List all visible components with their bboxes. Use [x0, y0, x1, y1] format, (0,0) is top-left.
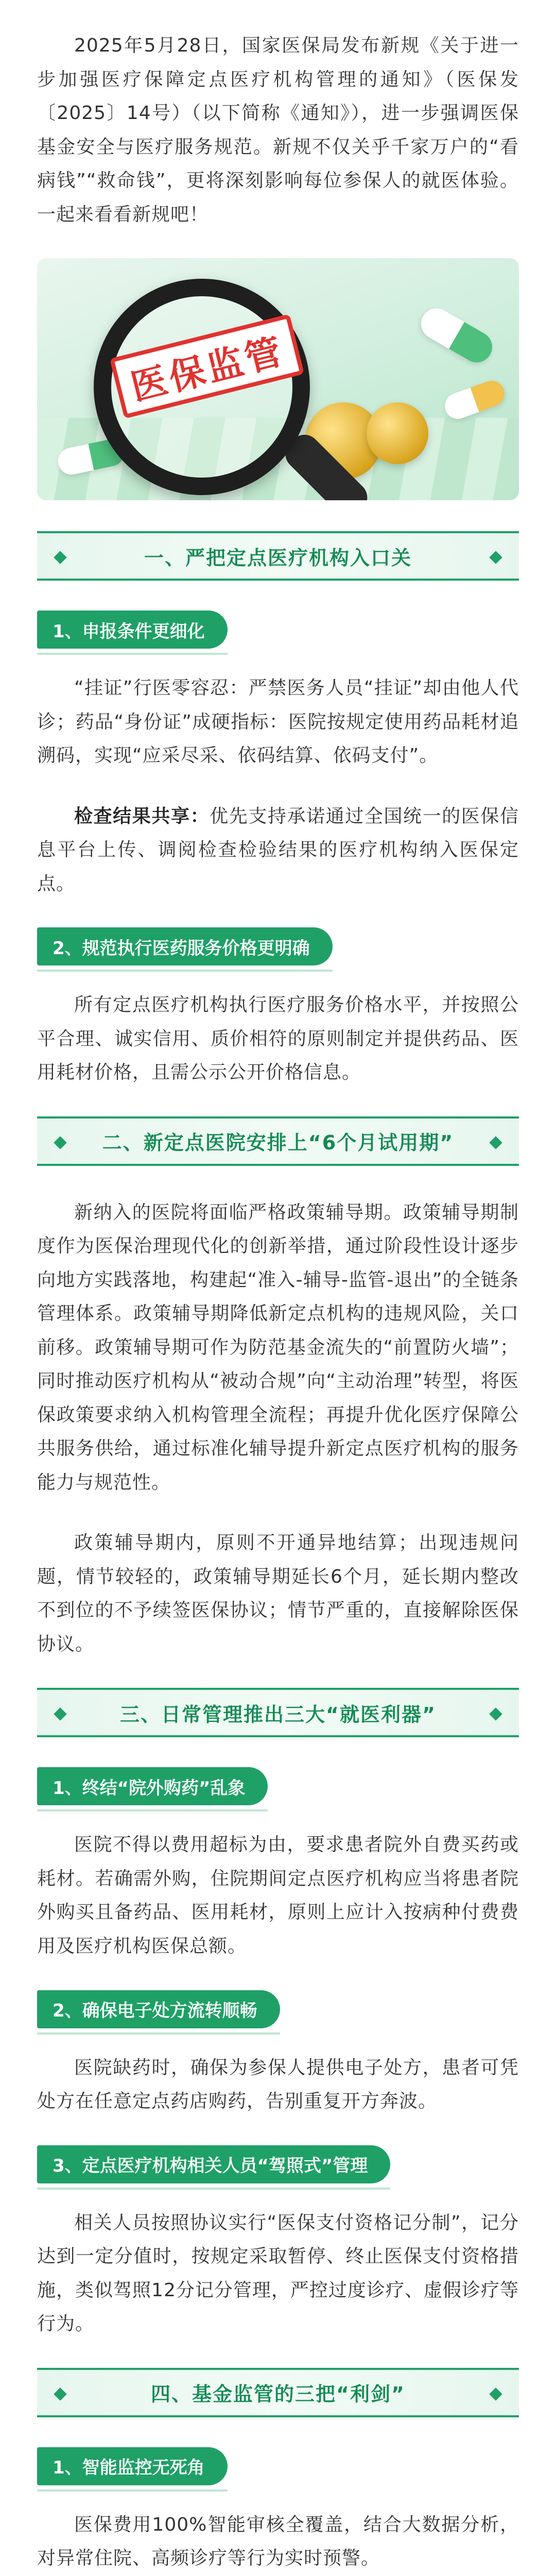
section-title-2: 二、新定点医院安排上“6个月试用期” — [37, 1116, 519, 1166]
paragraph: 新纳入的医院将面临严格政策辅导期。政策辅导期制度作为医保治理现代化的创新举措，通过阶段性设计逐步向地方实践落地，构建起“准入-辅导-监管-退出”的全链条管理体系。政策辅导期降低新定点机构的违规风险，关口前移。政策辅导期可作为防范基金流失的“前置防火墙”；同时推动医疗机构从“被动合规”向“主动治理”转型，将医保政策要求纳入机构管理全流程；再提升优化医疗保障公共服务供给，通过标准化辅导提升新定点医疗机构的服务能力与规范性。 — [37, 1201, 519, 1493]
diamond-icon — [54, 1136, 66, 1149]
subsection-title: 2、确保电子处方流转顺畅 — [37, 1990, 280, 2028]
hero-banner-image — [37, 258, 519, 500]
paragraph: 相关人员按照协议实行“医保支付资格记分制”，记分达到一定分值时，按规定采取暂停、终止医保支付资格措施，类似驾照12分记分管理，严控过度诊疗、虚假诊疗等行为。 — [37, 2212, 519, 2335]
paragraph: 医保费用100%智能审核全覆盖，结合大数据分析，对异常住院、高频诊疗等行为实时预警。 — [37, 2514, 519, 2569]
subsection-title: 1、智能监控无死角 — [37, 2447, 228, 2485]
paragraph: 检查结果共享：优先支持承诺通过全国统一的医保信息平台上传、调阅检查检验结果的医疗机构纳入医保定点。 — [37, 805, 519, 894]
paragraph: 所有定点医疗机构执行医疗服务价格水平，并按照公平合理、诚实信用、质价相符的原则制定并提供药品、医用耗材价格，且需公示公开价格信息。 — [37, 994, 519, 1083]
section-title-4: 四、基金监管的三把“利剑” — [37, 2368, 519, 2417]
paragraph: 政策辅导期内，原则不开通异地结算；出现违规问题，情节较轻的，政策辅导期延长6个月，延长期内整改不到位的不予续签医保协议；情节严重的，直接解除医保协议。 — [37, 1532, 519, 1655]
subsection-title: 1、终结“院外购药”乱象 — [37, 1767, 268, 1805]
diamond-icon — [54, 551, 66, 564]
diamond-icon — [489, 2387, 502, 2400]
lead-text: 检查结果共享： — [74, 805, 210, 827]
coin-graphic — [367, 402, 428, 464]
intro-paragraph: 2025年5月28日，国家医保局发布新规《关于进一步加强医疗保障定点医疗机构管理的通知》（医保发〔2025〕14号）（以下简称《通知》），进一步强调医保基金安全与医疗服务规范。新规不仅关乎千家万户的“看病钱”“救命钱”，更将深刻影响每位参保人的就医体验。一起来看看新规吧！ — [37, 35, 519, 225]
pill-graphic — [415, 303, 498, 368]
section-title-3: 三、日常管理推出三大“就医利器” — [37, 1688, 519, 1737]
paragraph: “挂证”行医零容忍：严禁医务人员“挂证”却由他人代诊；药品“身份证”成硬指标：医院按规定使用药品耗材追溯码，实现“应采尽采、依码结算、依码支付”。 — [37, 677, 519, 767]
diamond-icon — [54, 1708, 66, 1721]
subsection-title: 3、定点医疗机构相关人员“驾照式”管理 — [37, 2145, 390, 2183]
stamp-text: 医保监管 — [126, 329, 289, 409]
diamond-icon — [489, 1708, 502, 1721]
paragraph: 医院不得以费用超标为由，要求患者院外自费买药或耗材。若确需外购，住院期间定点医疗机构应当将患者院外购买且备药品、医用耗材，原则上应计入按病种付费费用及医疗机构医保总额。 — [37, 1834, 519, 1957]
diamond-icon — [489, 1136, 502, 1149]
subsection-title: 2、规范执行医药服务价格更明确 — [37, 927, 333, 965]
section-title-1: 一、严把定点医疗机构入口关 — [37, 531, 519, 581]
subsection-title: 1、申报条件更细化 — [37, 611, 228, 649]
pill-graphic — [441, 377, 508, 422]
diamond-icon — [54, 2387, 66, 2400]
diamond-icon — [489, 551, 502, 564]
paragraph: 医院缺药时，确保为参保人提供电子处方，患者可凭处方在任意定点药店购药，告别重复开方奔波。 — [37, 2057, 519, 2112]
